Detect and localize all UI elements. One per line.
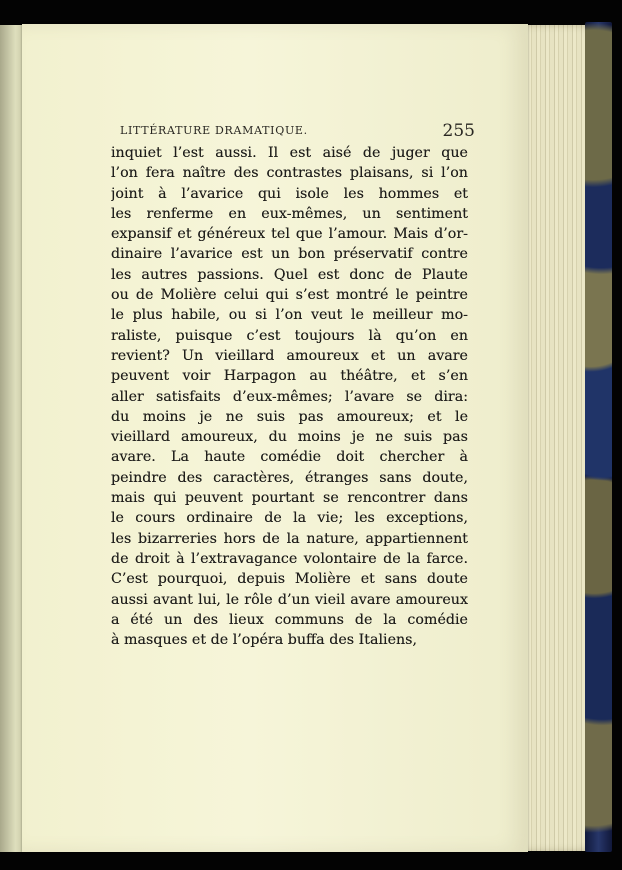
page-header <box>120 121 475 142</box>
text-line: de droit à l’extravagance volontaire de la farce. <box>111 550 468 567</box>
text-line: C’est pourquoi, depuis Molière et sans doute <box>111 571 468 588</box>
text-line: joint à l’avarice qui isole les hommes et <box>111 185 468 202</box>
text-line: a été un des lieux communs de la comédie <box>111 611 468 628</box>
text-line: les bizarreries hors de la nature, appartiennent <box>111 530 468 547</box>
text-line: à masques et de l’opéra buffa des Italiens, <box>111 632 418 649</box>
running-title: LITTÉRATURE DRAMATIQUE. <box>120 124 308 137</box>
page-body-text <box>111 143 468 650</box>
text-line: vieillard amoureux, du moins je ne suis pas <box>111 429 468 446</box>
text-line: peuvent voir Harpagon au théâtre, et s’en <box>111 368 468 385</box>
text-line: expansif et généreux tel que l’amour. Mais d’or- <box>111 226 468 243</box>
marbled-book-cover <box>585 22 612 852</box>
text-line: raliste, puisque c’est toujours là qu’on en <box>111 327 468 344</box>
text-line: dinaire l’avarice est un bon préservatif contre <box>111 246 468 263</box>
left-page-edge <box>0 25 24 852</box>
text-line: mais qui peuvent pourtant se rencontrer dans <box>111 490 468 507</box>
scanned-book-page <box>22 24 528 852</box>
text-line: les renferme en eux-mêmes, un sentiment <box>111 205 468 222</box>
text-line: peindre des caractères, étranges sans doute, <box>111 469 468 486</box>
text-line: l’on fera naître des contrastes plaisans, si l’on <box>111 165 468 182</box>
text-line: le cours ordinaire de la vie; les exceptions, <box>111 510 468 527</box>
text-line: aller satisfaits d’eux-mêmes; l’avare se dira: <box>111 388 468 405</box>
text-line: ou de Molière celui qui s’est montré le peintre <box>111 287 468 304</box>
page-number: 255 <box>442 121 475 141</box>
text-line: les autres passions. Quel est donc de Plaute <box>111 266 468 283</box>
text-line: revient? Un vieillard amoureux et un avare <box>111 347 468 364</box>
text-line: avare. La haute comédie doit chercher à <box>111 449 468 466</box>
text-line: aussi avant lui, le rôle d’un vieil avare amoureux <box>111 591 468 608</box>
text-line: du moins je ne suis pas amoureux; et le <box>111 408 468 425</box>
text-line: le plus habile, ou si l’on veut le meilleur mo- <box>111 307 468 324</box>
text-line: inquiet l’est aussi. Il est aisé de juger que <box>111 145 468 161</box>
